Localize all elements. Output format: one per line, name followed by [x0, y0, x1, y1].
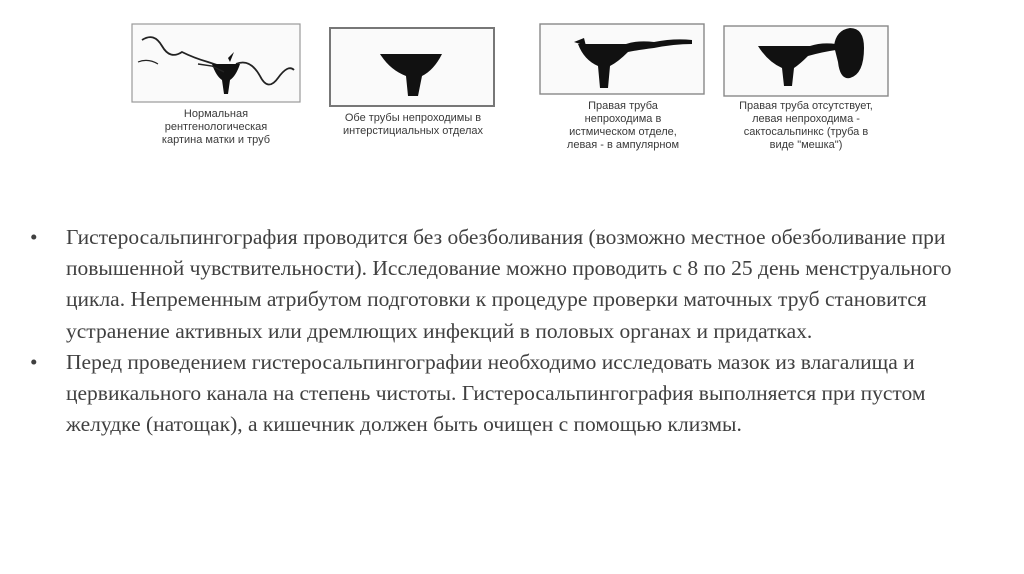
hsg-sactosalpinx-image [718, 18, 894, 98]
bullet-icon: • [30, 225, 38, 249]
bullet-text: Гистеросальпингография проводится без обезболивания (возможно местное обезболивание при повышенной чувствительности). Исследование можно проводить с 8 по 25 день менструального цикла. Непременным атрибутом подготовки к процедуре проверки маточных труб становится устранение активных или дремлющих инфекций в половых органах и придатках. [66, 225, 952, 343]
figure-both-blocked [318, 18, 508, 158]
bullet-text: Перед проведением гистеросальпингографии необходимо исследовать мазок из влагалища и цервикального канала на степень чистоты. Гистеросальпингография выполняется при пустом желудке (натощак), а кишечник должен быть очищен с помощью клизмы. [66, 349, 926, 437]
figure-right-isthmic-left-ampullar [534, 18, 712, 158]
bullet-list [30, 222, 990, 440]
hsg-both-blocked-image [318, 18, 508, 110]
figure-caption: Правая труба отсутствует, левая непроходима - сактосальпинкс (труба в виде "мешка") [739, 100, 873, 151]
figure-caption: Правая труба непроходима в истмическом отделе, левая - в ампулярном [566, 100, 680, 151]
figure-caption: Обе трубы непроходимы в интерстициальных отделах [342, 112, 484, 137]
figure-caption: Нормальная рентгенологическая картина матки и труб [161, 108, 271, 146]
bullet-item [30, 222, 990, 347]
bullet-item [30, 347, 990, 441]
figure-normal [128, 18, 304, 158]
hsg-normal-image [128, 18, 304, 108]
bullet-icon: • [30, 349, 38, 374]
figure-sactosalpinx [718, 18, 894, 158]
hsg-right-isthmic-left-ampullar-image [534, 18, 712, 98]
